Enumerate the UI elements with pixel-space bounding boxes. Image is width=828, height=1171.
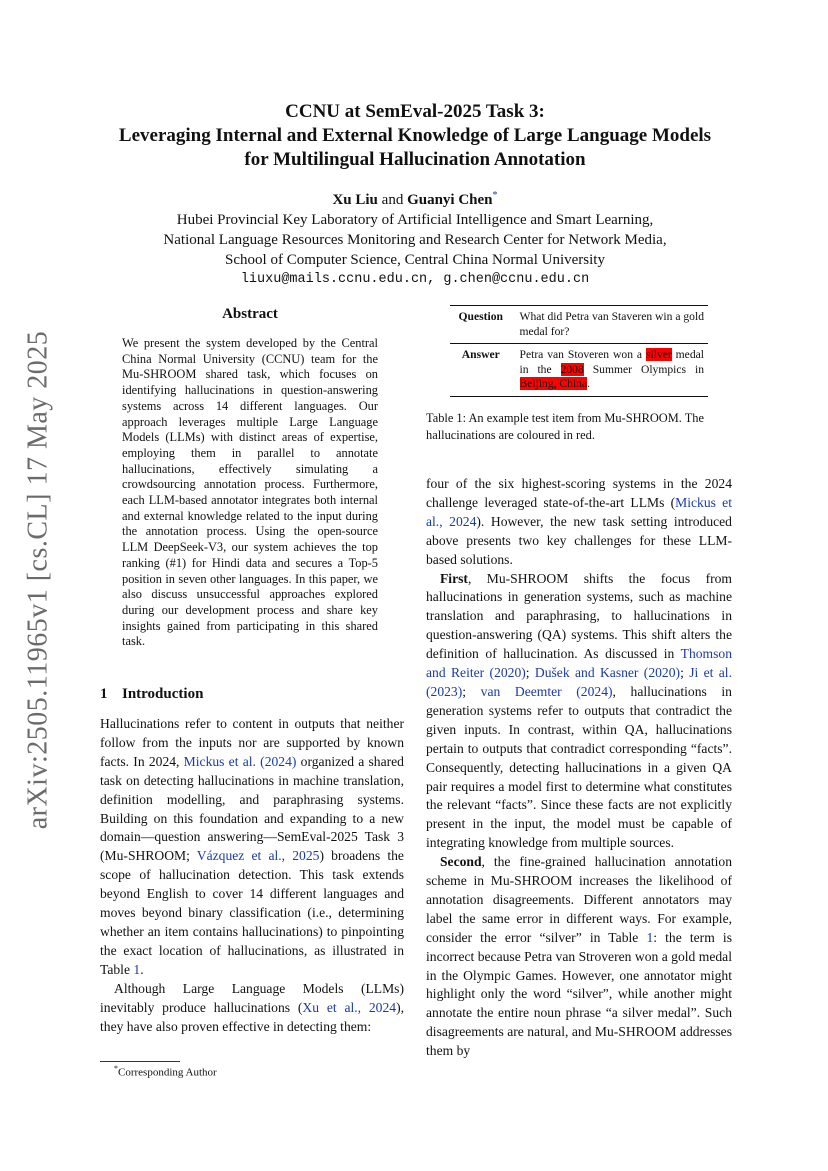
table-cell: Petra van Stoveren won a silver medal in the 2008 Summer Olympics in Beijing, China. (519, 348, 704, 391)
table-row-label: Answer (461, 348, 500, 362)
paragraph: First, Mu-SHROOM shifts the focus from hallucinations in generation systems, such as machine translation and paraphrasing, to hallucinations in question-answering (QA) systems. This shift alters the definition of hallucination. As discussed in Thomson and Reiter (2020); Dušek and Kasner (2020); Ji et al. (2023); van Deemter (2024), hallucinations in generation systems refer to outputs that contradict the given inputs. In contrast, within QA, hallucinations pertain to outputs that contradict corresponding “facts”. Consequently, detecting hallucinations in a given QA pair requires a model first to determine what constitutes the relevant “facts”. Since these facts are not explicitly present in the input, the model must be capable of integrating knowledge from multiple sources. (426, 570, 732, 851)
author-name: Xu Liu (332, 192, 378, 208)
paper-title-line-1: CCNU at SemEval-2025 Task 3: (285, 101, 545, 122)
author-line (90, 186, 740, 210)
affiliation-line: School of Computer Science, Central China Normal University (225, 252, 605, 268)
title-block (90, 100, 740, 290)
footnote: *Corresponding Author (114, 1064, 217, 1079)
hallucination-span: 2008 (560, 362, 584, 376)
section-number: 1 (100, 686, 108, 702)
affiliation-line: National Language Resources Monitoring and Research Center for Network Media, (163, 232, 667, 248)
table-ref-link[interactable]: 1 (646, 929, 654, 945)
left-column-body (100, 715, 404, 1036)
paper-title-line-3: for Multilingual Hallucination Annotation (244, 149, 586, 170)
table-caption: Table 1: An example test item from Mu-SHROOM. The hallucinations are coloured in red. (426, 411, 704, 442)
example-table (450, 305, 708, 397)
section-title: Introduction (122, 686, 204, 702)
author-emails: liuxu@mails.ccnu.edu.cn, g.chen@ccnu.edu.cn (240, 272, 590, 287)
right-column-body (426, 475, 732, 1061)
hallucination-span: silver (645, 348, 672, 362)
table-ref-link[interactable]: 1 (133, 961, 141, 977)
citation-link[interactable]: Vázquez et al., 2025 (196, 848, 320, 864)
paragraph: four of the six highest-scoring systems in the 2024 challenge leveraged state-of-the-art LLMs (Mickus et al., 2024). However, the new task setting introduced above presents two key challenges for these LLM-based solutions. (426, 476, 732, 567)
citation-link[interactable]: Mickus et al. (2024) (183, 753, 297, 769)
citation-link[interactable]: Ji et al. (2023) (426, 665, 732, 699)
paragraph: Hallucinations refer to content in outputs that neither follow from the inputs nor are supported by known facts. In 2024, Mickus et al. (2024) organized a shared task on detecting hallucinations in machine translation, definition modelling, and paraphrasing systems. Building on this foundation and expanding to a new domain—question answering—SemEval-2025 Task 3 (Mu-SHROOM; Vázquez et al., 2025) broadens the scope of hallucination detection. This task extends beyond English to cover 14 different languages and moves beyond binary classification (i.e., determining whether an item contains hallucinations) to pinpointing the exact location of hallucinations, as illustrated in Table 1. (100, 716, 404, 977)
table-row-label: Question (458, 310, 503, 323)
section-heading (100, 686, 400, 703)
abstract-heading: Abstract (222, 306, 278, 322)
author-name: Guanyi Chen (407, 192, 493, 208)
paragraph: Second, the fine-grained hallucination annotation scheme in Mu-SHROOM increases the likelihood of annotation disagreements. Different annotators may label the same error in different ways. For example, consider the error “silver” in Table 1: the term is incorrect because Petra van Stroveren won a gold medal in the Olympic Games. However, one annotator might highlight only the word “silver”, while another might annotate the entire noun phrase “a silver medal”. Such disagreements are natural, and Mu-SHROOM addresses them by (426, 854, 732, 1059)
table-bottom-rule (450, 396, 708, 397)
citation-link[interactable]: Thomson and Reiter (2020) (426, 646, 732, 681)
author-conjunction: and (381, 192, 404, 208)
corresponding-mark[interactable]: * (492, 190, 498, 201)
citation-link[interactable]: Xu et al., 2024 (302, 999, 397, 1015)
abstract-text: We present the system developed by the Central China Normal University (CCNU) team for the Mu-SHROOM shared task, which focuses on identifying hallucinations in question-answering systems across 14 different languages. Our approach leverages multiple Large Language Models (LLMs) with distinct areas of expertise, employing them in parallel to annotate hallucinations, effectively simulating a crowdsourcing annotation process. Furthermore, each LLM-based annotator integrates both internal and external knowledge related to the input during the annotation process. Using the open-source LLM DeepSeek-V3, our system achieves the top ranking (#1) for Hindi data and secures a Top-5 position in seven other languages. In this paper, we also discuss unsuccessful approaches explored during our development process and share key insights gained from participating in this shared task. (122, 336, 378, 649)
paper-title-line-2: Leveraging Internal and External Knowledge of Large Language Models (118, 125, 712, 146)
footnote-divider (100, 1061, 180, 1062)
affiliation-line: Hubei Provincial Key Laboratory of Artificial Intelligence and Smart Learning, (176, 212, 654, 228)
table-row (450, 306, 708, 343)
citation-link[interactable]: van Deemter (2024) (480, 683, 613, 699)
table-cell: What did Petra van Staveren win a gold medal for? (519, 310, 704, 338)
arxiv-stamp: arXiv:2505.11965v1 [cs.CL] 17 May 2025 (22, 330, 54, 830)
paragraph: Although Large Language Models (LLMs) inevitably produce hallucinations (Xu et al., 2024), they have also proven effective in detecting them: (100, 980, 405, 1034)
hallucination-span: Beijing, China (519, 377, 588, 391)
citation-link[interactable]: Mickus et al., 2024 (426, 494, 732, 529)
table-row (450, 344, 708, 396)
citation-link[interactable]: Dušek and Kasner (2020) (534, 665, 681, 681)
